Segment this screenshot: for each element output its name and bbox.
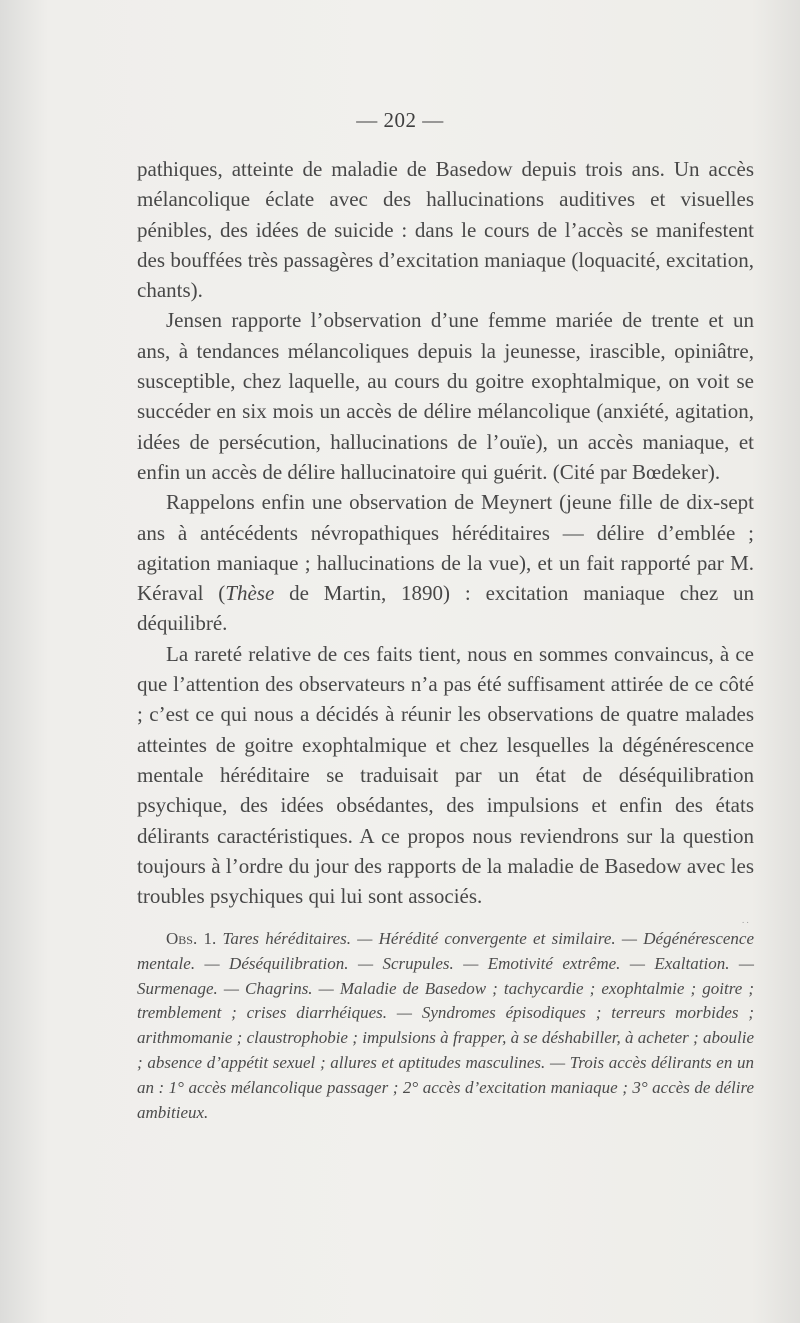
paragraph-2: Jensen rapporte l’observation d’une femme mariée de trente et un ans, à tendances mélancoliques depuis la jeunesse, irascible, opiniâtre, susceptible, chez laquelle, au cours du goitre exophtalmique, on voit se succéder en six mois un accès de délire mélancolique (anxiété, agitation, idées de persécution, hallucinations de l’ouïe), un accès maniaque, et enfin un accès de délire hallucinatoire qui guérit. (Cité par Bœdeker). [137,308,754,484]
print-specks: . . [742,915,749,925]
paragraph-3 [137,487,754,638]
observation-text: Tares héréditaires. — Hérédité convergente et similaire. — Dégénérescence mentale. — Déséquilibration. — Scrupules. — Emotivité extrême. — Exaltation. — Surmenage. — Chagrins. — Maladie de Basedow ; tachycardie ; exophtalmie ; goitre ; tremblement ; crises diarrhéiques. — Syndromes épisodiques ; terreurs morbides ; arithmomanie ; claustrophobie ; impulsions à frapper, à se déshabiller, à acheter ; aboulie ; absence d’appétit sexuel ; allures et aptitudes masculines. — Trois accès délirants en un an : 1° accès mélancolique passager ; 2° accès d’excitation maniaque ; 3° accès de délire ambitieux. [137,929,754,1122]
body-text [137,154,754,911]
observation-label: Obs. [166,929,198,948]
paragraph-3-after: de Martin, 1890) : excitation maniaque chez un déquilibré. [137,581,754,636]
page-number: — 202 — [356,108,444,132]
observation-number: 1. [203,929,217,948]
observation-summary [137,927,754,1125]
paragraph-3-italic: Thèse [225,581,275,606]
paragraph-4: La rareté relative de ces faits tient, nous en sommes convaincus, à ce que l’attention des observateurs n’a pas été suffisament attirée de ce côté ; c’est ce qui nous a décidés à réunir les observations de quatre malades atteintes de goitre exophtalmique et chez lesquelles la dégénérescence mentale héréditaire se traduisait par un état de déséquilibration psychique, des idées obsédantes, des impulsions et enfin des états délirants caractéristiques. A ce propos nous reviendrons sur la question toujours à l’ordre du jour des rapports de la maladie de Basedow avec les troubles psychiques qui lui sont associés. [137,641,754,909]
paragraph-1: pathiques, atteinte de maladie de Basedow depuis trois ans. Un accès mélancolique éclate avec des hallucinations auditives et visuelles pénibles, des idées de suicide : dans le cours de l’accès se manifestent des bouffées très passagères d’excitation maniaque (loquacité, excitation, chants). [137,157,754,303]
paragraph-3-before: Rappelons enfin une observation de Meynert (jeune fille de dix-sept ans à antécédents névropathiques héréditaires — délire d’emblée ; agitation maniaque ; hallucinations de la vue), et un fait rapporté par M. Kéraval ( [137,490,754,606]
